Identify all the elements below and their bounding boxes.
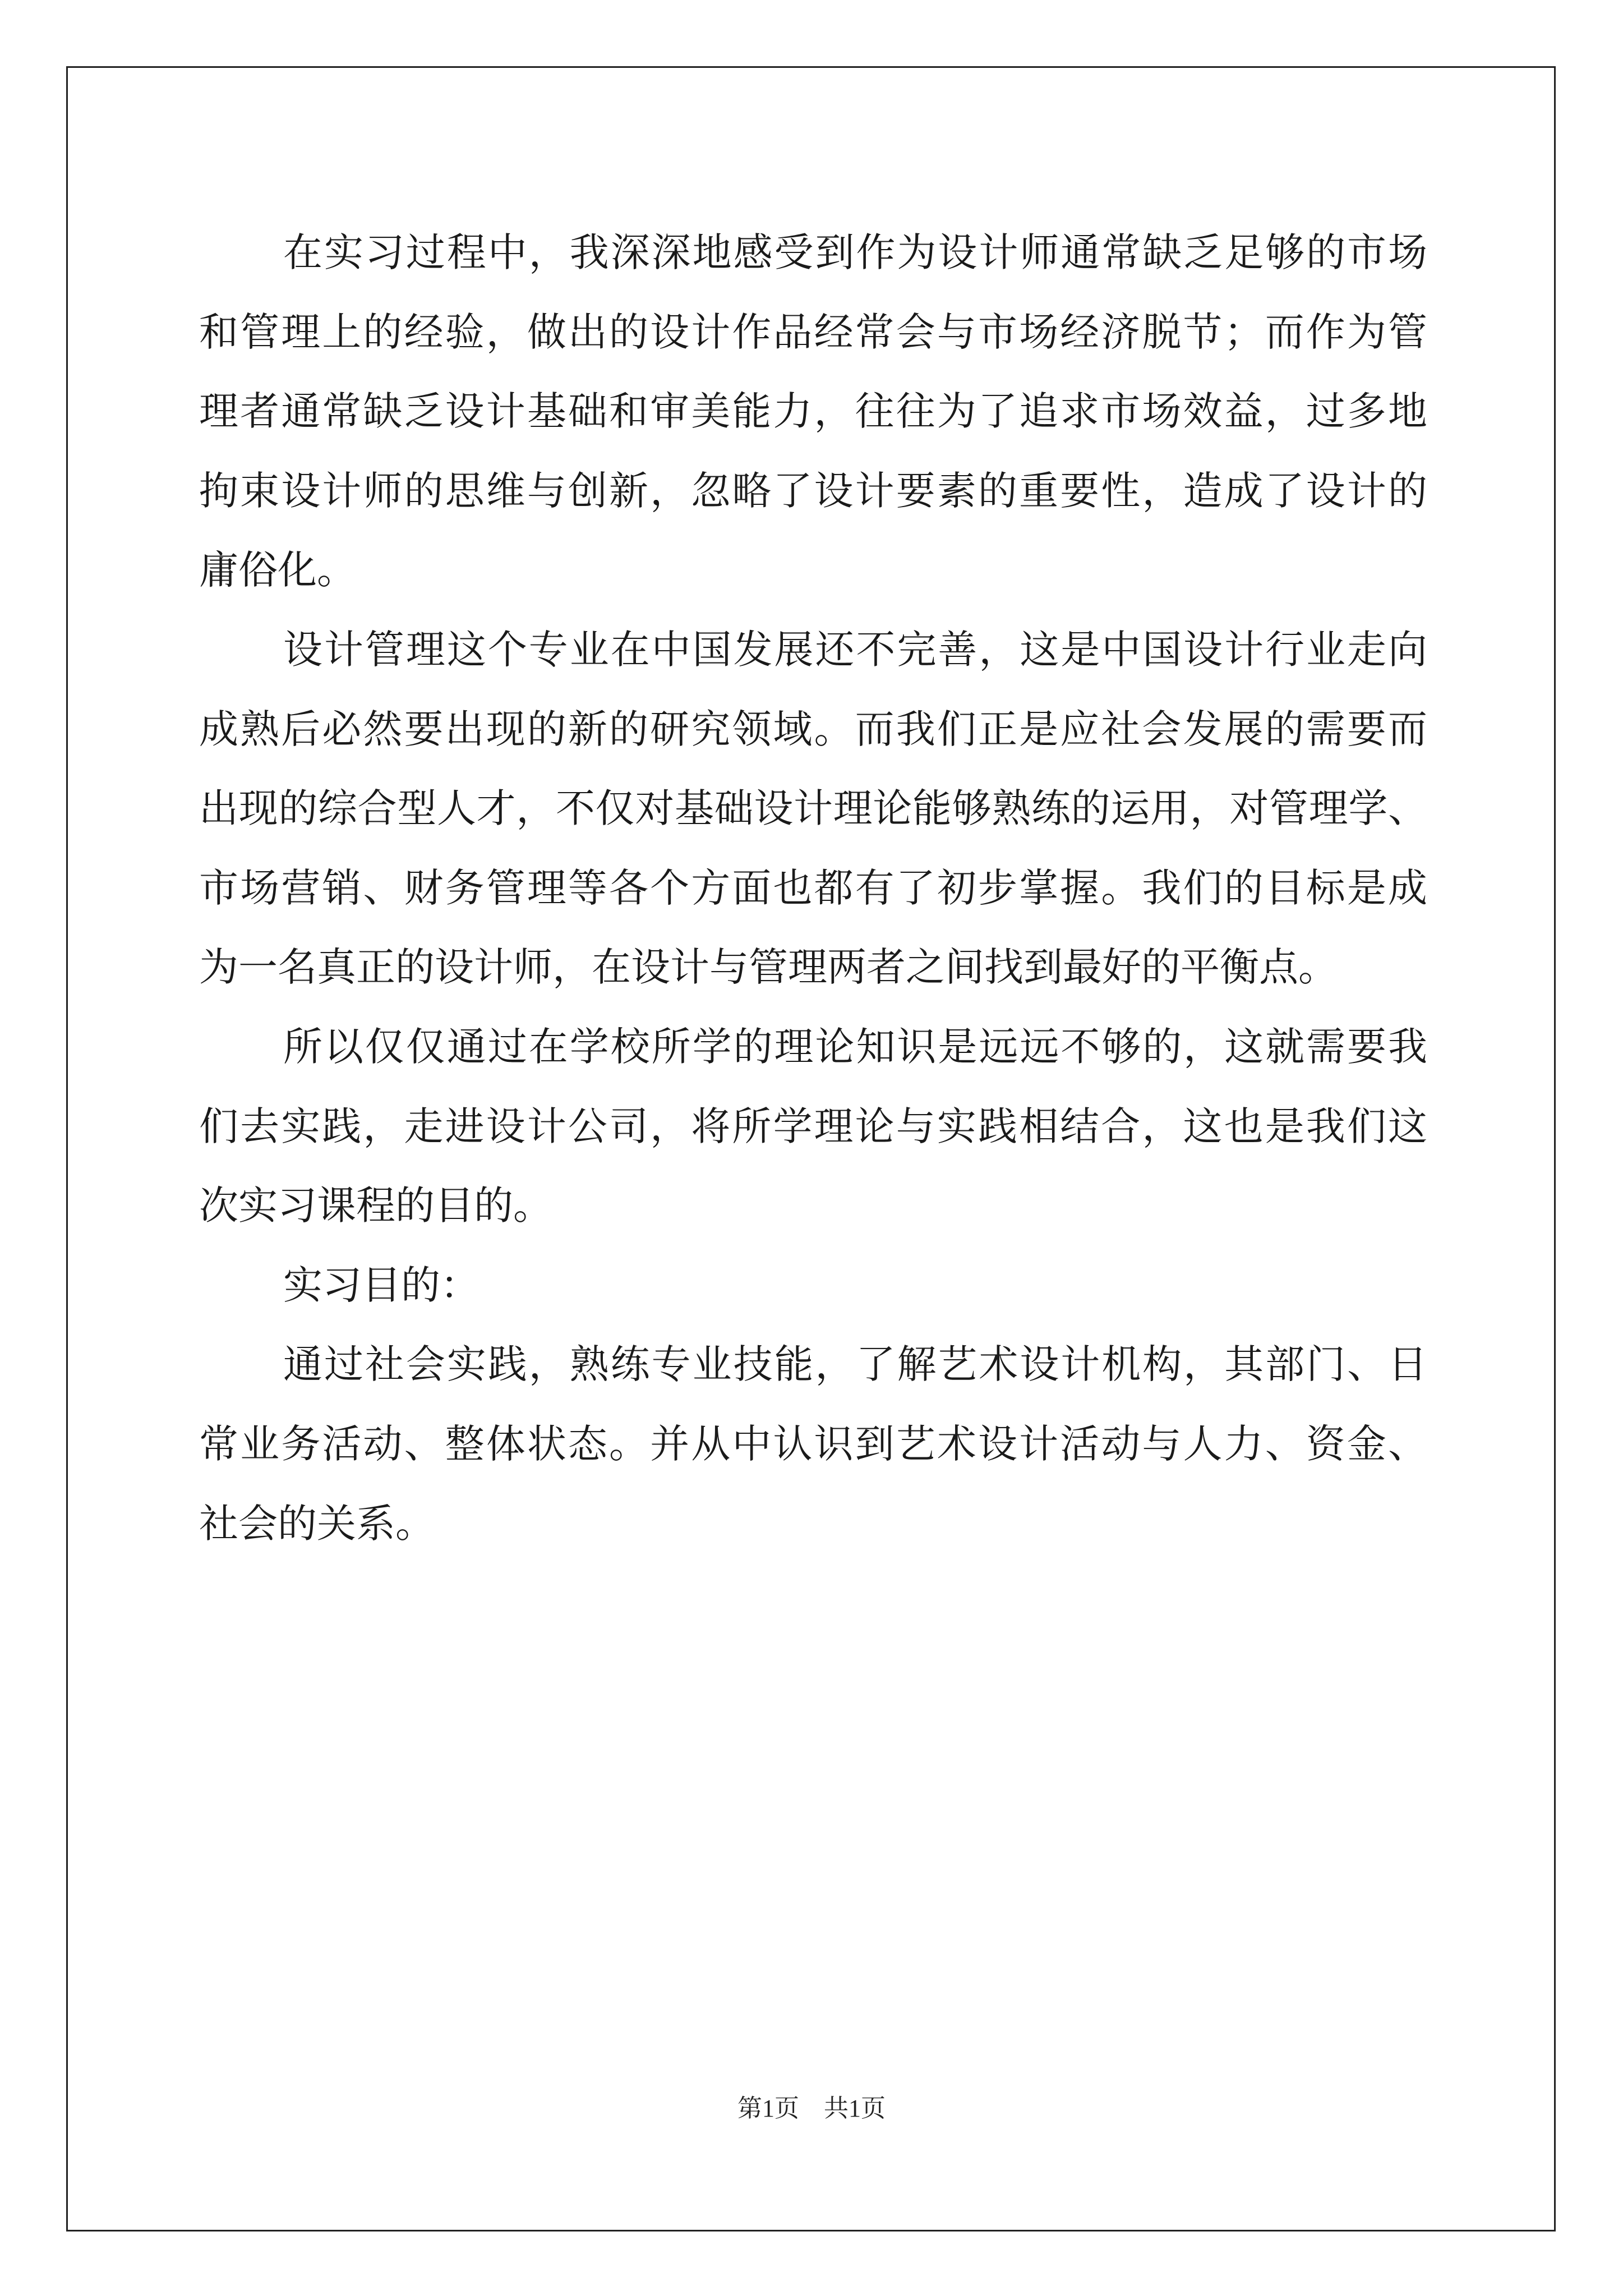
paragraph-4-line-2: 常业务活动、整体状态。并从中认识到艺术设计活动与人力、资金、 (199, 1420, 1427, 1467)
paragraph-1-line-1: 在实习过程中，我深深地感受到作为设计师通常缺乏足够的市场 (283, 229, 1427, 275)
paragraph-2-line-3: 出现的综合型人才，不仅对基础设计理论能够熟练的运用，对管理学、 (199, 785, 1427, 832)
paragraph-3-line-3: 次实习课程的目的。 (199, 1182, 552, 1229)
paragraph-3-line-1: 所以仅仅通过在学校所学的理论知识是远远不够的，这就需要我 (283, 1023, 1427, 1070)
section-heading: 实习目的： (283, 1262, 479, 1308)
paragraph-4-line-1: 通过社会实践，熟练专业技能，了解艺术设计机构，其部门、日 (283, 1341, 1427, 1388)
page-number-footer: 第1页 共1页 (737, 2095, 886, 2122)
paragraph-4-line-3: 社会的关系。 (199, 1500, 435, 1547)
paragraph-1-line-3: 理者通常缺乏设计基础和审美能力，往往为了追求市场效益，过多地 (199, 388, 1427, 435)
paragraph-1-line-5: 庸俗化。 (199, 547, 356, 593)
document-body (199, 213, 1427, 1563)
paragraph-3-line-2: 们去实践，走进设计公司，将所学理论与实践相结合，这也是我们这 (199, 1103, 1427, 1149)
paragraph-1-line-4: 拘束设计师的思维与创新，忽略了设计要素的重要性，造成了设计的 (199, 467, 1427, 514)
paragraph-1-line-2: 和管理上的经验，做出的设计作品经常会与市场经济脱节；而作为管 (199, 309, 1427, 355)
paragraph-2-line-2: 成熟后必然要出现的新的研究领域。而我们正是应社会发展的需要而 (199, 706, 1427, 752)
paragraph-2-line-5: 为一名真正的设计师，在设计与管理两者之间找到最好的平衡点。 (199, 944, 1338, 991)
paragraph-2-line-4: 市场营销、财务管理等各个方面也都有了初步掌握。我们的目标是成 (199, 864, 1427, 911)
paragraph-2-line-1: 设计管理这个专业在中国发展还不完善，这是中国设计行业走向 (283, 626, 1427, 673)
